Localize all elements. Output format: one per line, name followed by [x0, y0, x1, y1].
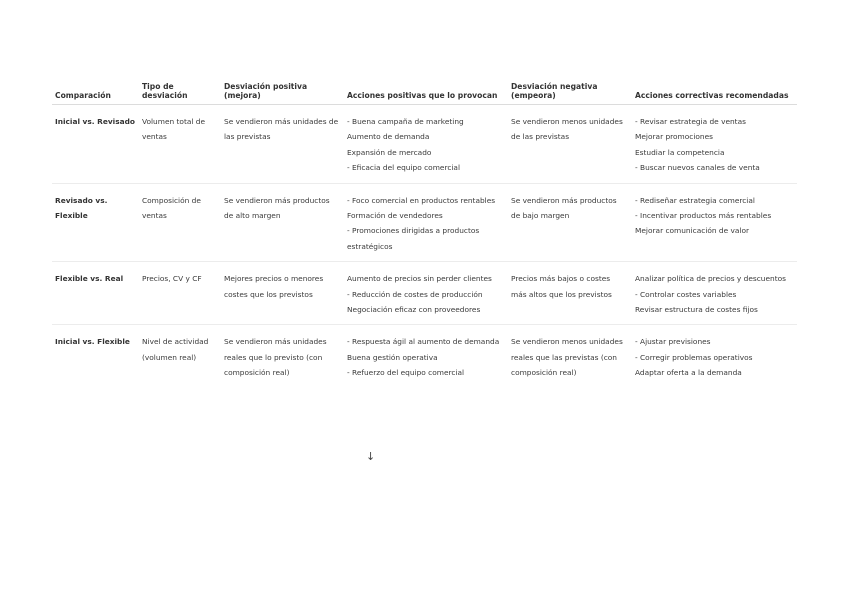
- list-item: Formación de vendedores: [347, 211, 443, 221]
- list-item: - Promociones dirigidas a productos estratégicos: [347, 226, 480, 251]
- table-header-row: [52, 82, 797, 105]
- list-item: - Controlar costes variables: [635, 289, 737, 299]
- list-item: Analizar política de precios y descuentos: [635, 274, 786, 284]
- cell-positiva: Se vendieron más productos de alto margen: [221, 183, 344, 262]
- list-item: Mejorar comunicación de valor: [635, 226, 750, 236]
- list-item: - Respuesta ágil al aumento de demanda: [347, 337, 500, 347]
- cell-acciones-correctivas: [632, 262, 797, 325]
- table-row: [52, 105, 797, 184]
- cell-negativa: Se vendieron menos unidades reales que las previstas (con composición real): [511, 337, 623, 378]
- cell-acciones-positivas: [344, 262, 508, 325]
- cell-comparacion: Inicial vs. Revisado: [52, 105, 139, 184]
- cell-acciones-positivas: [344, 325, 508, 388]
- cell-comparacion: Flexible vs. Real: [52, 262, 139, 325]
- deviation-table-container: [52, 82, 797, 388]
- cell-negativa: Se vendieron menos unidades de las previstas: [508, 105, 632, 184]
- cell-comparacion: Inicial vs. Flexible: [55, 337, 130, 347]
- cell-tipo: Composición de ventas: [139, 183, 221, 262]
- list-item: Expansión de mercado: [347, 147, 432, 157]
- header-comparacion: Comparación: [52, 82, 139, 105]
- cell-positiva: Mejores precios o menores costes que los previstos: [221, 262, 344, 325]
- list-item: - Revisar estrategia de ventas: [635, 117, 746, 126]
- cell-tipo: Volumen total de ventas: [139, 105, 221, 184]
- list-item: Negociación eficaz con proveedores: [347, 305, 481, 315]
- list-item: - Reducción de costes de producción: [347, 289, 483, 299]
- cell-acciones-correctivas: [632, 105, 797, 184]
- list-item: Aumento de precios sin perder clientes: [347, 274, 492, 284]
- cell-tipo: Nivel de actividad (volumen real): [142, 337, 209, 362]
- header-negativa: Desviación negativa (empeora): [508, 82, 632, 105]
- cell-negativa: Se vendieron más productos de bajo margen: [508, 183, 632, 262]
- cell-acciones-positivas: [344, 105, 508, 184]
- header-acciones-positivas: Acciones positivas que lo provocan: [344, 82, 508, 105]
- list-item: - Incentivar productos más rentables: [635, 211, 772, 221]
- list-item: - Buena campaña de marketing: [347, 117, 464, 126]
- cell-positiva: Se vendieron más unidades de las previstas: [221, 105, 344, 184]
- cell-acciones-positivas: [344, 183, 508, 262]
- list-item: - Corregir problemas operativos: [635, 352, 753, 362]
- header-acciones-correctivas: Acciones correctivas recomendadas: [632, 82, 797, 105]
- header-tipo: Tipo de desviación: [139, 82, 221, 105]
- header-positiva: Desviación positiva (mejora): [221, 82, 344, 105]
- table-row: [52, 183, 797, 262]
- cell-acciones-correctivas: [632, 183, 797, 262]
- list-item: Aumento de demanda: [347, 132, 430, 142]
- scroll-down-arrow-icon[interactable]: ↓: [366, 450, 376, 463]
- list-item: - Eficacia del equipo comercial: [347, 163, 461, 173]
- cell-positiva: Se vendieron más unidades reales que lo previsto (con composición real): [224, 337, 327, 378]
- list-item: Buena gestión operativa: [347, 352, 438, 362]
- list-item: - Buscar nuevos canales de venta: [635, 163, 760, 173]
- list-item: - Ajustar previsiones: [635, 337, 711, 347]
- cell-tipo: Precios, CV y CF: [139, 262, 221, 325]
- list-item: Revisar estructura de costes fijos: [635, 305, 758, 315]
- list-item: Mejorar promociones: [635, 132, 713, 142]
- list-item: Estudiar la competencia: [635, 147, 725, 157]
- list-item: - Refuerzo del equipo comercial: [347, 368, 465, 378]
- table-row: [52, 325, 797, 388]
- list-item: Adaptar oferta a la demanda: [635, 368, 742, 378]
- list-item: - Foco comercial en productos rentables: [347, 195, 496, 205]
- list-item: - Rediseñar estrategia comercial: [635, 195, 755, 205]
- deviation-table: [52, 82, 797, 388]
- cell-negativa: Precios más bajos o costes más altos que los previstos: [508, 262, 632, 325]
- cell-comparacion: Revisado vs. Flexible: [52, 183, 139, 262]
- table-row: [52, 262, 797, 325]
- cell-acciones-correctivas: [632, 325, 797, 388]
